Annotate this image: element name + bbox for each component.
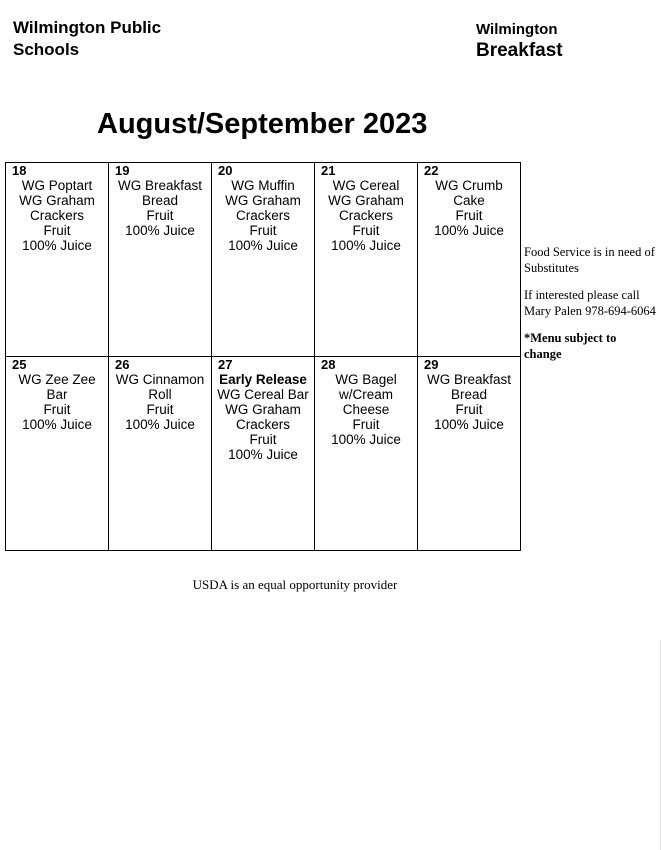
menu-item: WG Breakfast	[117, 178, 203, 193]
page-title: August/September 2023	[97, 108, 428, 140]
sidebar-notes	[524, 245, 656, 374]
day-number: 28	[321, 357, 336, 372]
calendar-day-cell	[109, 357, 212, 551]
menu-item: Fruit	[43, 223, 71, 238]
menu-item: WG Breakfast	[426, 372, 512, 387]
menu-items	[315, 178, 417, 253]
menu-items	[6, 178, 108, 253]
menu-item: Fruit	[352, 223, 380, 238]
header-meal: Breakfast	[476, 40, 563, 61]
calendar-week-row	[6, 163, 521, 357]
calendar-day-cell	[212, 163, 315, 357]
menu-calendar	[5, 162, 521, 551]
menu-items	[212, 178, 314, 253]
menu-item: WG Cereal	[332, 178, 400, 193]
day-number: 21	[321, 163, 336, 178]
day-number: 18	[12, 163, 27, 178]
menu-item: 100% Juice	[125, 223, 195, 238]
menu-item: 100% Juice	[434, 417, 504, 432]
day-number: 25	[12, 357, 27, 372]
page-edge-line	[660, 640, 661, 850]
menu-item: Fruit	[146, 402, 174, 417]
menu-items	[109, 372, 211, 432]
menu-items	[6, 372, 108, 432]
menu-item: Crackers	[235, 208, 290, 223]
menu-item: WG Bagel	[335, 372, 397, 387]
org-line-2: Schools	[13, 40, 80, 59]
menu-items	[418, 372, 520, 432]
calendar-day-cell	[6, 357, 109, 551]
school-district-name	[13, 17, 161, 61]
menu-item: Crackers	[29, 208, 84, 223]
menu-item: WG Poptart	[21, 178, 93, 193]
menu-item: Crackers	[235, 417, 290, 432]
menu-item: WG Graham	[328, 193, 404, 208]
header-town: Wilmington	[476, 21, 558, 38]
menu-item: WG Muffin	[231, 178, 295, 193]
menu-item: 100% Juice	[331, 432, 401, 447]
calendar-day-cell	[315, 357, 418, 551]
usda-statement: USDA is an equal opportunity provider	[192, 577, 398, 592]
day-number: 29	[424, 357, 439, 372]
menu-change-note: *Menu subject to change	[524, 331, 617, 361]
menu-item: 100% Juice	[228, 447, 298, 462]
menu-items	[109, 178, 211, 238]
menu-item: Bar	[46, 387, 68, 402]
menu-items	[212, 372, 314, 462]
day-number: 27	[218, 357, 233, 372]
menu-type-header	[476, 21, 563, 63]
menu-item: WG Graham	[225, 193, 301, 208]
calendar-day-cell	[109, 163, 212, 357]
calendar-day-cell	[315, 163, 418, 357]
menu-item: Fruit	[146, 208, 174, 223]
calendar-week-row	[6, 357, 521, 551]
contact-info: If interested please call Mary Palen 978-694-6064	[524, 288, 656, 318]
menu-item: Fruit	[455, 208, 483, 223]
menu-item: w/Cream	[338, 387, 393, 402]
calendar-day-cell	[418, 357, 521, 551]
menu-item: Cheese	[342, 402, 390, 417]
substitutes-notice: Food Service is in need of Substitutes	[524, 245, 655, 275]
menu-item: 100% Juice	[22, 417, 92, 432]
menu-item: 100% Juice	[125, 417, 195, 432]
menu-item: Crackers	[338, 208, 393, 223]
menu-item: WG Zee Zee	[18, 372, 96, 387]
menu-item: Fruit	[249, 432, 277, 447]
menu-item: WG Crumb	[435, 178, 503, 193]
menu-item: Bread	[450, 387, 488, 402]
calendar-day-cell	[212, 357, 315, 551]
day-note: Early Release	[219, 372, 307, 387]
calendar-day-cell	[6, 163, 109, 357]
menu-item: 100% Juice	[331, 238, 401, 253]
menu-item: Cake	[453, 193, 485, 208]
day-number: 20	[218, 163, 233, 178]
menu-item: WG Cinnamon	[115, 372, 205, 387]
menu-item: Fruit	[455, 402, 483, 417]
menu-items	[315, 372, 417, 447]
menu-item: 100% Juice	[22, 238, 92, 253]
day-number: 26	[115, 357, 130, 372]
menu-item: Fruit	[249, 223, 277, 238]
menu-item: WG Graham	[19, 193, 95, 208]
menu-item: Fruit	[352, 417, 380, 432]
day-number: 19	[115, 163, 130, 178]
day-number: 22	[424, 163, 439, 178]
calendar-day-cell	[418, 163, 521, 357]
menu-item: Fruit	[43, 402, 71, 417]
menu-items	[418, 178, 520, 238]
menu-item: 100% Juice	[434, 223, 504, 238]
org-line-1: Wilmington Public	[13, 18, 162, 37]
menu-item: WG Cereal Bar	[217, 387, 309, 402]
menu-item: WG Graham	[225, 402, 301, 417]
menu-item: Roll	[148, 387, 172, 402]
menu-item: 100% Juice	[228, 238, 298, 253]
menu-item: Bread	[141, 193, 179, 208]
